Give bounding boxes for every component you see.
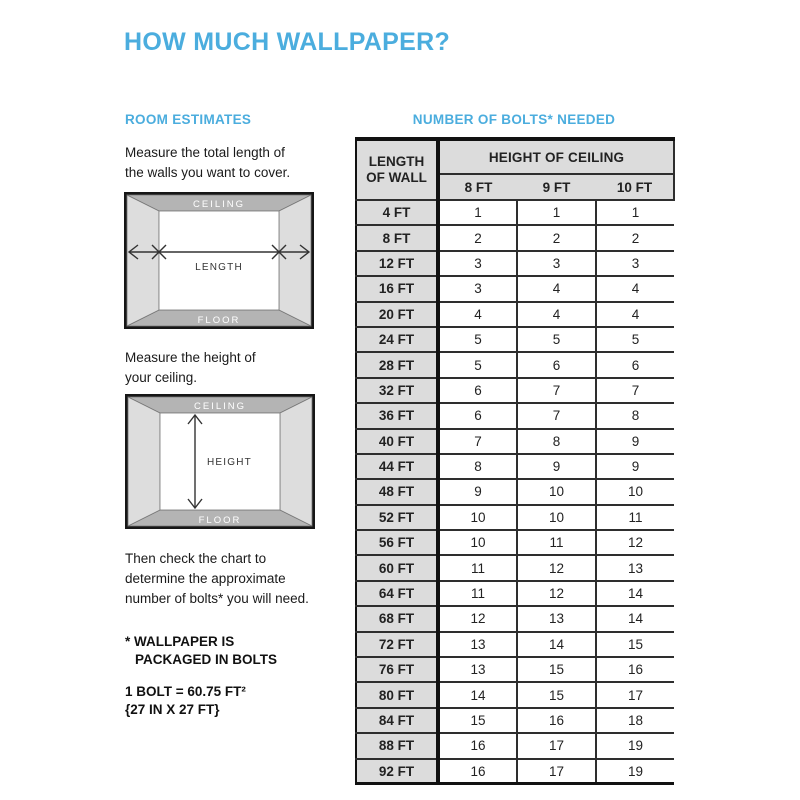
text-line: 1 BOLT = 60.75 FT²	[125, 684, 246, 699]
bolt-count-cell: 15	[438, 708, 517, 733]
wall-length-cell: 48 FT	[356, 479, 438, 504]
bolt-count-cell: 17	[517, 733, 596, 758]
ceiling-label: CEILING	[192, 199, 246, 210]
table-row	[356, 555, 674, 580]
subheader-8ft: 8 FT	[438, 174, 517, 200]
bolt-count-cell: 6	[596, 352, 674, 377]
table-row	[356, 606, 674, 631]
wall-length-cell: 20 FT	[356, 302, 438, 327]
bolt-count-cell: 2	[517, 225, 596, 250]
table-row	[356, 276, 674, 301]
bolt-count-cell: 15	[596, 632, 674, 657]
bolts-needed-heading: NUMBER OF BOLTS* NEEDED	[412, 112, 616, 127]
bolt-size-note	[125, 683, 246, 719]
bolt-count-cell: 6	[438, 403, 517, 428]
bolt-count-cell: 4	[517, 276, 596, 301]
bolt-count-cell: 8	[517, 429, 596, 454]
bolt-count-cell: 1	[596, 200, 674, 225]
bolt-count-cell: 16	[517, 708, 596, 733]
bolt-count-cell: 15	[517, 657, 596, 682]
bolt-count-cell: 1	[438, 200, 517, 225]
bolt-count-cell: 12	[517, 581, 596, 606]
bolt-count-cell: 16	[438, 759, 517, 784]
bolt-count-cell: 12	[596, 530, 674, 555]
wall-length-cell: 52 FT	[356, 505, 438, 530]
table-header-row	[356, 139, 674, 174]
table-row	[356, 682, 674, 707]
bolt-count-cell: 16	[596, 657, 674, 682]
bolt-count-cell: 11	[438, 555, 517, 580]
length-of-wall-header	[356, 139, 438, 200]
left-wall-surface	[128, 397, 160, 526]
bolt-count-cell: 18	[596, 708, 674, 733]
bolt-count-cell: 6	[438, 378, 517, 403]
bolt-count-cell: 4	[596, 302, 674, 327]
text-line: number of bolts* you will need.	[125, 591, 309, 606]
bolt-count-cell: 5	[517, 327, 596, 352]
text-line: LENGTH	[368, 154, 425, 169]
table-row	[356, 429, 674, 454]
right-wall-surface	[280, 397, 312, 526]
wall-length-cell: 4 FT	[356, 200, 438, 225]
wall-length-cell: 8 FT	[356, 225, 438, 250]
bolt-count-cell: 13	[596, 555, 674, 580]
bolt-count-cell: 11	[596, 505, 674, 530]
text-line: Then check the chart to	[125, 551, 267, 566]
bolt-count-cell: 6	[517, 352, 596, 377]
bolt-count-cell: 11	[438, 581, 517, 606]
bolts-table	[355, 137, 675, 785]
left-wall-surface	[127, 195, 159, 326]
ceiling-label: CEILING	[193, 401, 247, 412]
length-room-diagram	[124, 192, 314, 329]
bolt-count-cell: 5	[438, 327, 517, 352]
instruction-measure-height	[125, 348, 256, 388]
bolt-count-cell: 4	[438, 302, 517, 327]
floor-label: FLOOR	[198, 515, 242, 526]
right-wall-surface	[279, 195, 311, 326]
bolt-count-cell: 11	[517, 530, 596, 555]
instruction-check-chart	[125, 549, 309, 609]
bolt-count-cell: 12	[438, 606, 517, 631]
wall-length-cell: 44 FT	[356, 454, 438, 479]
wall-length-cell: 76 FT	[356, 657, 438, 682]
bolt-count-cell: 1	[517, 200, 596, 225]
bolt-count-cell: 3	[517, 251, 596, 276]
bolts-table-body	[356, 200, 674, 784]
text-line: your ceiling.	[125, 370, 198, 385]
bolt-count-cell: 10	[438, 505, 517, 530]
bolt-count-cell: 2	[596, 225, 674, 250]
table-row	[356, 479, 674, 504]
table-row	[356, 530, 674, 555]
bolt-count-cell: 3	[438, 276, 517, 301]
wall-length-cell: 24 FT	[356, 327, 438, 352]
bolt-count-cell: 13	[517, 606, 596, 631]
table-row	[356, 327, 674, 352]
floor-label: FLOOR	[197, 315, 241, 326]
wall-length-cell: 32 FT	[356, 378, 438, 403]
wall-length-cell: 60 FT	[356, 555, 438, 580]
bolt-count-cell: 7	[596, 378, 674, 403]
wall-length-cell: 16 FT	[356, 276, 438, 301]
table-row	[356, 352, 674, 377]
bolt-count-cell: 7	[517, 378, 596, 403]
page-title: HOW MUCH WALLPAPER?	[124, 28, 451, 56]
table-row	[356, 505, 674, 530]
height-of-ceiling-header: HEIGHT OF CEILING	[438, 139, 674, 174]
bolt-count-cell: 14	[517, 632, 596, 657]
bolt-count-cell: 16	[438, 733, 517, 758]
bolt-count-cell: 14	[438, 682, 517, 707]
bolt-count-cell: 13	[438, 632, 517, 657]
bolt-count-cell: 10	[438, 530, 517, 555]
back-wall	[159, 211, 279, 310]
table-row	[356, 708, 674, 733]
text-line: * WALLPAPER IS	[125, 634, 235, 649]
wall-length-cell: 80 FT	[356, 682, 438, 707]
table-row	[356, 378, 674, 403]
bolt-count-cell: 4	[517, 302, 596, 327]
instruction-measure-length	[125, 143, 290, 183]
table-row	[356, 454, 674, 479]
text-line: determine the approximate	[125, 571, 286, 586]
bolt-count-cell: 10	[517, 479, 596, 504]
text-line: OF WALL	[366, 170, 427, 185]
height-room-diagram	[125, 394, 315, 529]
bolt-count-cell: 5	[596, 327, 674, 352]
wall-length-cell: 68 FT	[356, 606, 438, 631]
table-row	[356, 657, 674, 682]
bolt-count-cell: 9	[596, 454, 674, 479]
bolt-count-cell: 17	[517, 759, 596, 784]
length-label: LENGTH	[195, 262, 243, 273]
wall-length-cell: 28 FT	[356, 352, 438, 377]
text-line: PACKAGED IN BOLTS	[135, 652, 278, 667]
wall-length-cell: 92 FT	[356, 759, 438, 784]
table-row	[356, 251, 674, 276]
table-row	[356, 632, 674, 657]
bolt-count-cell: 3	[596, 251, 674, 276]
wall-length-cell: 36 FT	[356, 403, 438, 428]
bolt-count-cell: 17	[596, 682, 674, 707]
table-row	[356, 225, 674, 250]
subheader-9ft: 9 FT	[517, 174, 596, 200]
table-row	[356, 200, 674, 225]
table-row	[356, 759, 674, 784]
bolt-count-cell: 15	[517, 682, 596, 707]
table-row	[356, 733, 674, 758]
bolt-count-cell: 8	[438, 454, 517, 479]
subheader-10ft: 10 FT	[596, 174, 674, 200]
bolt-count-cell: 19	[596, 733, 674, 758]
table-row	[356, 302, 674, 327]
bolt-count-cell: 5	[438, 352, 517, 377]
room-estimates-heading: ROOM ESTIMATES	[125, 112, 252, 127]
bolt-count-cell: 7	[438, 429, 517, 454]
wall-length-cell: 84 FT	[356, 708, 438, 733]
bolt-count-cell: 4	[596, 276, 674, 301]
text-line: Measure the total length of	[125, 145, 285, 160]
bolt-count-cell: 9	[438, 479, 517, 504]
wall-length-cell: 88 FT	[356, 733, 438, 758]
table-row	[356, 581, 674, 606]
bolt-count-cell: 3	[438, 251, 517, 276]
wallpaper-bolts-footnote	[125, 633, 277, 669]
bolt-count-cell: 19	[596, 759, 674, 784]
wall-length-cell: 64 FT	[356, 581, 438, 606]
bolt-count-cell: 14	[596, 581, 674, 606]
bolt-count-cell: 14	[596, 606, 674, 631]
wall-length-cell: 40 FT	[356, 429, 438, 454]
bolt-count-cell: 9	[517, 454, 596, 479]
bolt-count-cell: 12	[517, 555, 596, 580]
height-label: HEIGHT	[207, 457, 252, 468]
text-line: Measure the height of	[125, 350, 256, 365]
bolt-count-cell: 7	[517, 403, 596, 428]
bolt-count-cell: 13	[438, 657, 517, 682]
table-row	[356, 403, 674, 428]
bolt-count-cell: 2	[438, 225, 517, 250]
wall-length-cell: 12 FT	[356, 251, 438, 276]
text-line: the walls you want to cover.	[125, 165, 291, 180]
bolt-count-cell: 10	[517, 505, 596, 530]
bolt-count-cell: 8	[596, 403, 674, 428]
bolt-count-cell: 9	[596, 429, 674, 454]
wall-length-cell: 56 FT	[356, 530, 438, 555]
bolt-count-cell: 10	[596, 479, 674, 504]
text-line: {27 IN X 27 FT}	[125, 702, 220, 717]
wall-length-cell: 72 FT	[356, 632, 438, 657]
